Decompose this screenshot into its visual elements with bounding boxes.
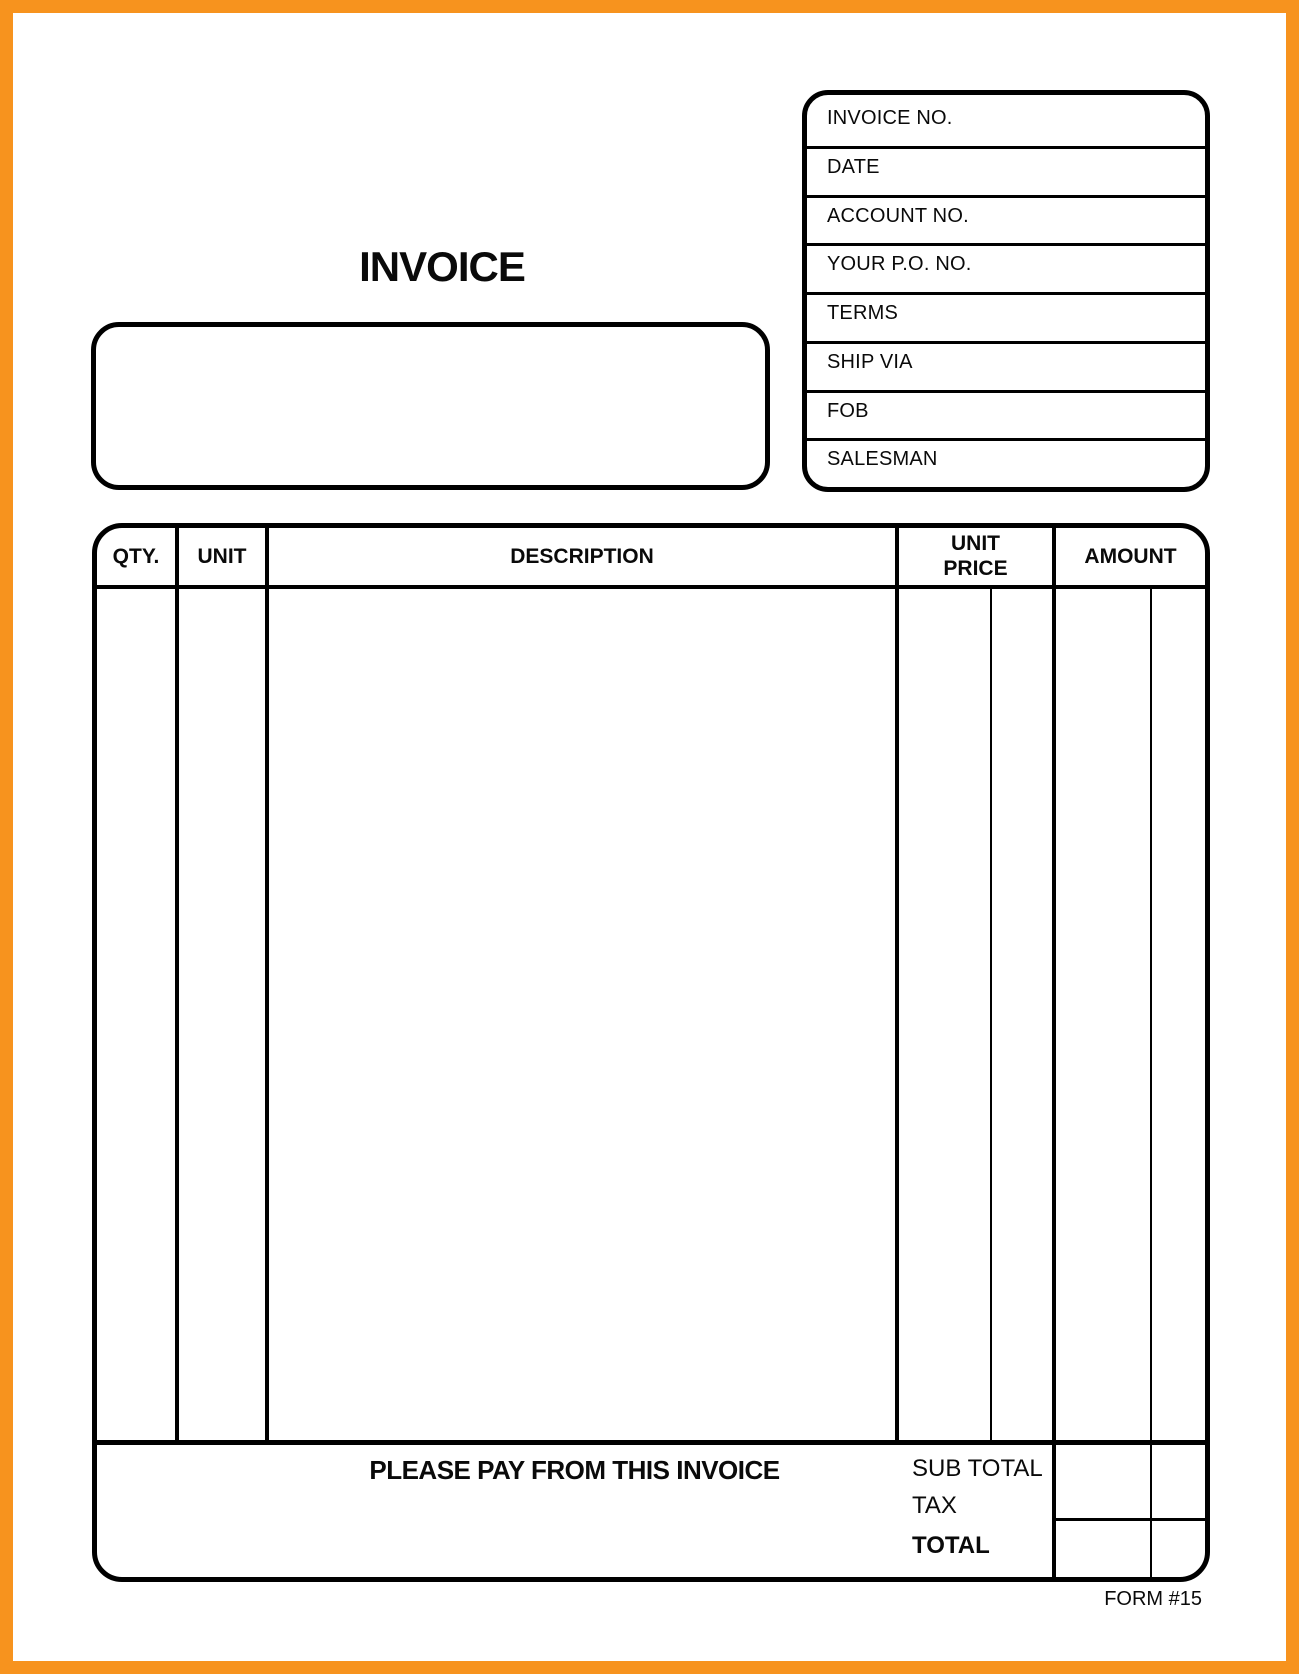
total-label: TOTAL bbox=[912, 1532, 990, 1559]
sub-total-label: SUB TOTAL bbox=[912, 1455, 1043, 1482]
your-po-no-field[interactable] bbox=[807, 243, 1205, 292]
terms-label: TERMS bbox=[827, 302, 898, 324]
unit-price-input-area[interactable] bbox=[899, 589, 1052, 1440]
description-column-header: DESCRIPTION bbox=[510, 544, 654, 568]
unit-input-area[interactable] bbox=[179, 589, 265, 1440]
fob-field[interactable] bbox=[807, 390, 1205, 439]
amount-input-area[interactable] bbox=[1056, 589, 1205, 1440]
amount-column-header: AMOUNT bbox=[1084, 544, 1177, 568]
unit-price-column-header-text: UNIT PRICE bbox=[943, 532, 1008, 580]
qty-input-area[interactable] bbox=[97, 589, 175, 1440]
account-no-label: ACCOUNT NO. bbox=[827, 204, 969, 227]
invoice-no-field[interactable] bbox=[807, 95, 1205, 146]
description-input-area[interactable] bbox=[269, 589, 895, 1440]
unit-price-column-header bbox=[899, 528, 1052, 585]
page-title: INVOICE bbox=[359, 243, 525, 290]
salesman-label: SALESMAN bbox=[827, 448, 938, 471]
unit-column-header: UNIT bbox=[197, 544, 247, 568]
ship-via-label: SHIP VIA bbox=[827, 350, 913, 373]
date-label: DATE bbox=[827, 155, 880, 178]
tax-label: TAX bbox=[912, 1492, 957, 1519]
date-field[interactable] bbox=[807, 146, 1205, 195]
subtotal-tax-amount-area[interactable] bbox=[1056, 1445, 1205, 1518]
your-po-no-label: YOUR P.O. NO. bbox=[827, 253, 972, 276]
terms-field[interactable] bbox=[807, 292, 1205, 341]
ship-via-field[interactable] bbox=[807, 341, 1205, 390]
customer-address-box[interactable] bbox=[91, 322, 770, 490]
pay-from-invoice-message: PLEASE PAY FROM THIS INVOICE bbox=[369, 1455, 780, 1485]
form-number: FORM #15 bbox=[1104, 1588, 1202, 1610]
qty-column-header: QTY. bbox=[112, 544, 160, 568]
line-items-table bbox=[92, 523, 1210, 1582]
fob-label: FOB bbox=[827, 399, 869, 422]
salesman-field[interactable] bbox=[807, 438, 1205, 487]
invoice-no-label: INVOICE NO. bbox=[827, 107, 953, 129]
account-no-field[interactable] bbox=[807, 195, 1205, 244]
invoice-info-box bbox=[802, 90, 1210, 492]
total-amount-area[interactable] bbox=[1056, 1521, 1205, 1577]
footer-top-rule bbox=[97, 1440, 1205, 1445]
